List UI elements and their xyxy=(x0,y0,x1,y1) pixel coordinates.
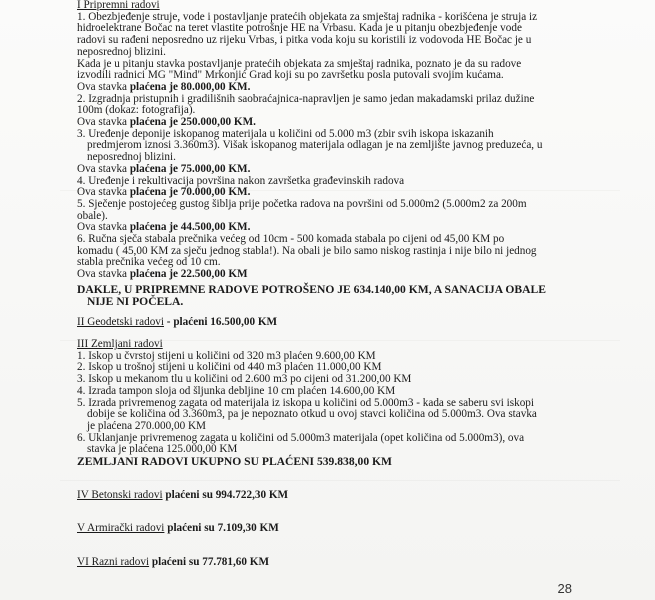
payment-prefix: Ova stavka xyxy=(77,80,130,93)
paragraph-line: 4. Uređenje i rekultivacija površina nakon završetka građevinskih radova xyxy=(77,174,405,187)
payment-amount: plaćena je 250.000,00 KM. xyxy=(129,116,256,129)
section-heading-pripremni: I Pripremni radovi xyxy=(77,0,160,11)
list-item: 1. Iskop u čvrstoj stijeni u količini od 320 m3 plaćen 9.600,00 KM xyxy=(77,349,376,362)
page-number: 28 xyxy=(557,581,572,596)
list-item-continuation: dobije se količina od 3.360m3, pa je nepoznato otkud u ovoj stavci količina od 5.000m3. Ova stavka xyxy=(87,408,537,421)
section-armiracki xyxy=(77,523,589,535)
paragraph-line: predmjerom iznosi 3.360m3). Višak iskopanog materijala odlagan je na zemljište javnog preduzeća, u xyxy=(87,139,543,152)
paragraph-line: 1. Obezbjeđenje struje, vode i postavljanje pratećih objekata za smještaj radnika - korišćena je struja iz xyxy=(77,10,538,23)
paragraph-line: Kada je u pitanju stavka postavljanje pratećih objekata za smještaj radnika, poznato je da su radove xyxy=(77,57,522,70)
list-item: 4. Izrada tampon sloja od šljunka debljine 10 cm plaćen 14.600,00 KM xyxy=(77,384,396,397)
list-item-continuation: je plaćena 270.000,00 KM xyxy=(87,419,206,432)
section-total: - plaćeni 16.500,00 KM xyxy=(164,316,278,329)
section-total: plaćeni su 994.722,30 KM xyxy=(162,488,289,501)
paragraph-line: neposrednoj blizini. xyxy=(87,151,176,164)
section-heading-betonski: IV Betonski radovi xyxy=(77,488,163,501)
paragraph-line: 2. Izgradnja pristupnih i gradilišnih saobraćajnica-napravljen je samo jedan makadamski prilaz dužine xyxy=(77,92,535,105)
payment-prefix: Ova stavka xyxy=(77,268,130,281)
paragraph-line: 6. Ručna sječa stabala prečnika većeg od 10cm - 500 komada stabala po cijeni od 45,00 KM po xyxy=(77,233,505,246)
payment-amount: plaćena je 44.500,00 KM. xyxy=(129,221,251,234)
payment-amount: plaćena je 75.000,00 KM. xyxy=(129,162,251,175)
paragraph-line: 100m (dokaz: fotografija). xyxy=(77,104,196,117)
paragraph-line: obale). xyxy=(77,209,108,222)
list-item: 2. Iskop u trošnoj stijeni u količini od 440 m3 plaćen 11.000,00 KM xyxy=(77,361,382,374)
section-heading-geodetski: II Geodetski radovi xyxy=(77,316,164,329)
payment-line xyxy=(77,117,589,129)
list-item: 6. Uklanjanje privremenog zagata u količini od 5.000m3 materijala (opet količina od 5.000m3), ova xyxy=(77,431,525,444)
payment-prefix: Ova stavka xyxy=(77,186,130,199)
payment-line xyxy=(77,164,589,176)
payment-amount: plaćena je 22.500,00 KM xyxy=(129,268,248,281)
paragraph-line: 5. Sječenje postojećeg gustog šiblja prije početka radova na površini od 5.000m2 (5.000m2 za 200m xyxy=(77,197,527,210)
summary-line: DAKLE, U PRIPREMNE RADOVE POTROŠENO JE 634.140,00 KM, A SANACIJA OBALE xyxy=(77,282,546,296)
list-item-continuation: stavka je plaćena 125.000,00 KM xyxy=(87,443,238,456)
section-razni xyxy=(77,557,589,569)
paragraph-line: 3. Uređenje deponije iskopanog materijala u količini od 5.000 m3 (zbir svih iskopa iskazanih xyxy=(77,127,494,140)
payment-line xyxy=(77,269,589,281)
payment-prefix: Ova stavka xyxy=(77,116,130,129)
payment-amount: plaćena je 70.000,00 KM. xyxy=(129,186,251,199)
paragraph-line: stabla prečnika većeg od 10 cm. xyxy=(77,256,221,269)
section-total: plaćeni su 7.109,30 KM xyxy=(164,522,279,535)
section-geodetski xyxy=(77,317,589,329)
paragraph-line: hidroelektrane Bočac na teret vlastite potrošnje HE na Vrbasu. Kada je u pitanju obezbjeđenje vode xyxy=(77,22,522,35)
payment-amount: plaćena je 80.000,00 KM. xyxy=(129,80,251,93)
list-item: 3. Iskop u mekanom tlu u količini od 2.600 m3 po cijeni od 31.200,00 KM xyxy=(77,373,412,386)
section-heading-armiracki: V Armirački radovi xyxy=(77,522,165,535)
list-item: 5. Izrada privremenog zagata od materijala iz iskopa u količini od 5.000m3 - kada se saberu svi iskopi xyxy=(77,396,534,409)
payment-prefix: Ova stavka xyxy=(77,162,130,175)
section-heading-razni: VI Razni radovi xyxy=(77,556,150,569)
payment-line xyxy=(77,82,589,94)
paragraph-line: izvodili radnici MG "Mind" Mrkonjić Grad koji su po završetku posla putovali svojim kućama. xyxy=(77,69,504,82)
section-total-line: ZEMLJANI RADOVI UKUPNO SU PLAĆENI 539.838,00 KM xyxy=(77,455,392,469)
payment-prefix: Ova stavka xyxy=(77,221,130,234)
paragraph-line: neposrednoj blizini. xyxy=(77,45,166,58)
paragraph-line: komadu ( 45,00 KM za sječu jednog stabla!). Na obali je bilo samo niskog rastinja i nije bilo ni jednog xyxy=(77,244,537,257)
summary-line: NIJE NI POČELA. xyxy=(87,294,184,308)
document-body xyxy=(77,0,589,569)
section-total: plaćeni su 77.781,60 KM xyxy=(149,556,270,569)
section-heading-zemljani: III Zemljani radovi xyxy=(77,337,163,350)
section-betonski xyxy=(77,490,589,502)
paragraph-line: radovi su rađeni neposredno uz rijeku Vrbas, i pitka voda koju su koristili iz vodovoda HE Bočac je u xyxy=(77,34,532,47)
